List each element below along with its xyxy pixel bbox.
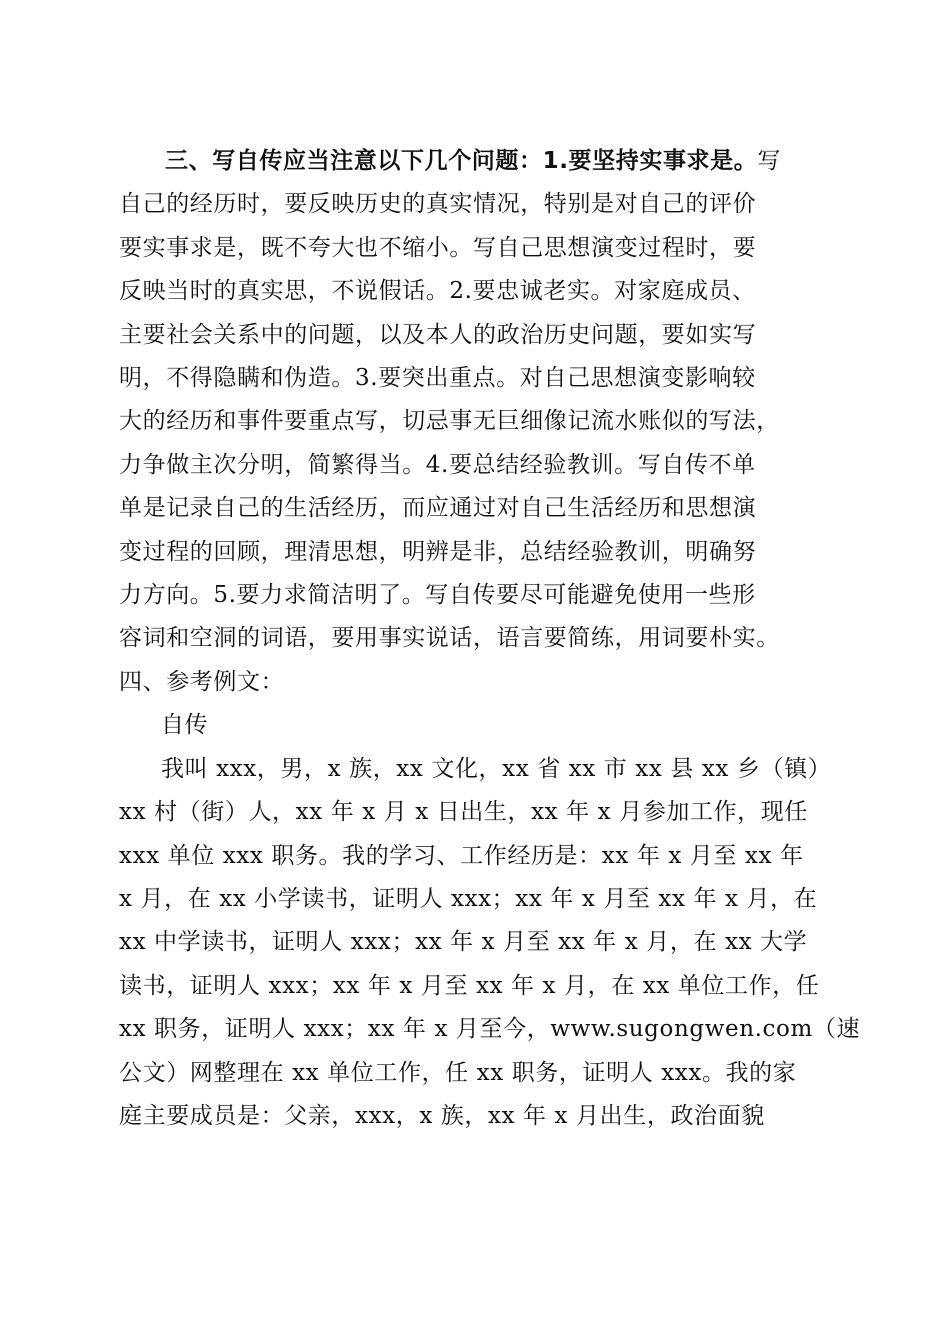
section-3-line-9: 单是记录自己的生活经历，而应通过对自己生活经历和思想演 (119, 495, 757, 522)
section-3-paragraph (119, 140, 831, 661)
essay-line-4: x 月，在 xx 小学读书，证明人 xxx；xx 年 x 月至 xx 年 x 月，在 (119, 885, 818, 912)
essay-line-6: 读书，证明人 xxx；xx 年 x 月至 xx 年 x 月，在 xx 单位工作，任 (119, 972, 820, 999)
section-3-line-5: 主要社会关系中的问题，以及本人的政治历史问题，要如实写 (119, 321, 757, 348)
section-3-line-6: 明，不得隐瞒和伪造。3.要突出重点。对自己思想演变影响较 (119, 365, 756, 392)
section-4-heading: 四、参考例文： (119, 668, 285, 695)
essay-title: 自传 (161, 712, 209, 739)
section-3-lead: 三、写自传应当注意以下几个问题：1.要坚持实事求是。 (165, 148, 758, 174)
essay-line-7: xx 职务，证明人 xxx；xx 年 x 月至今，www.sugongwen.com（速 (119, 1016, 861, 1043)
essay-paragraph (119, 748, 861, 1139)
section-3-line-10: 变过程的回顾，理清思想，明辨是非，总结经验教训，明确努 (119, 538, 757, 565)
essay-line-1: 我叫 xxx，男，x 族，xx 文化，xx 省 xx 市 xx 县 xx 乡（镇） (161, 755, 832, 782)
essay-line-2: xx 村（街）人，xx 年 x 月 x 日出生，xx 年 x 月参加工作，现任 (119, 799, 808, 826)
section-3-line-3: 要实事求是，既不夸大也不缩小。写自己思想演变过程时，要 (119, 234, 757, 261)
section-3-line-2: 自己的经历时，要反映历史的真实情况，特别是对自己的评价 (119, 191, 757, 218)
essay-line-9: 庭主要成员是：父亲，xxx，x 族，xx 年 x 月出生，政治面貌 (119, 1102, 765, 1129)
section-3-line-8: 力争做主次分明，简繁得当。4.要总结经验教训。写自传不单 (119, 451, 756, 478)
essay-line-5: xx 中学读书，证明人 xxx；xx 年 x 月至 xx 年 x 月，在 xx 大学 (119, 929, 808, 956)
essay-line-3: xxx 单位 xxx 职务。我的学习、工作经历是：xx 年 x 月至 xx 年 (119, 842, 804, 869)
section-3-line-7: 大的经历和事件要重点写，切忌事无巨细像记流水账似的写法， (119, 408, 780, 435)
section-3-line-1: 三、写自传应当注意以下几个问题：1.要坚持实事求是。写 (165, 148, 781, 174)
section-3-line-12: 容词和空洞的词语，要用事实说话，语言要简练，用词要朴实。 (119, 625, 780, 652)
section-3-line-4: 反映当时的真实思，不说假话。2.要忠诚老实。对家庭成员、 (119, 278, 756, 305)
document-body (119, 140, 861, 1138)
essay-line-8: 公文）网整理在 xx 单位工作，任 xx 职务，证明人 xxx。我的家 (119, 1059, 797, 1086)
section-3-line-11: 力方向。5.要力求简洁明了。写自传要尽可能避免使用一些形 (119, 582, 756, 609)
